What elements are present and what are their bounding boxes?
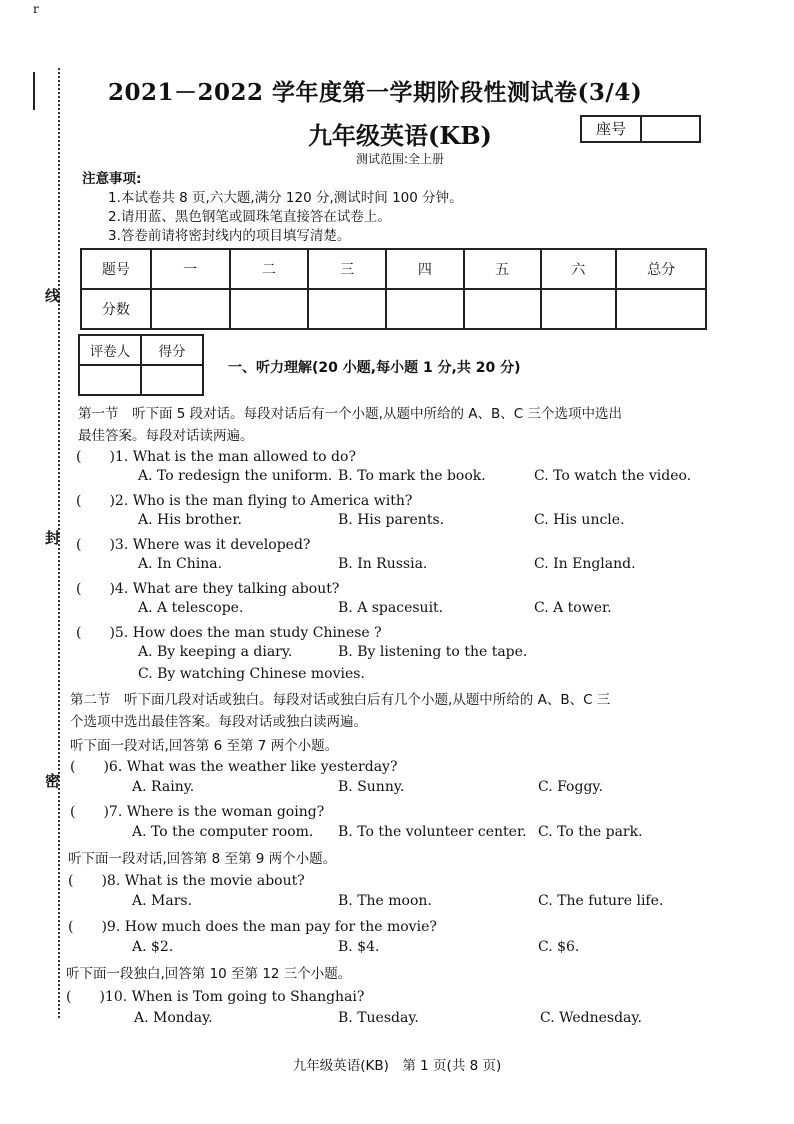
- question-5: ( )5. How does the man study Chinese ?: [76, 625, 382, 641]
- q10-option-a: A. Monday.: [134, 1010, 213, 1026]
- score-cell[interactable]: [464, 289, 541, 329]
- binding-mark: [33, 72, 35, 110]
- group-instruction: 听下面一段对话,回答第 6 至第 7 两个小题。: [70, 738, 339, 754]
- score-cell[interactable]: [616, 289, 706, 329]
- q9-option-a: A. $2.: [132, 939, 174, 955]
- score-header-cell: 六: [541, 249, 617, 289]
- instruction-item: 1.本试卷共 8 页,六大题,满分 120 分,测试时间 100 分钟。: [108, 190, 463, 206]
- question-2: ( )2. Who is the man flying to America with?: [76, 493, 413, 509]
- section1-intro: 第一节 听下面 5 段对话。每段对话后有一个小题,从题中所给的 A、B、C 三个选项中选出: [78, 406, 622, 422]
- question-7: ( )7. Where is the woman going?: [70, 804, 325, 820]
- score-cell[interactable]: [386, 289, 464, 329]
- group-instruction: 听下面一段对话,回答第 8 至第 9 两个小题。: [68, 851, 337, 867]
- q1-option-a: A. To redesign the uniform.: [138, 468, 333, 484]
- q9-option-c: C. $6.: [538, 939, 580, 955]
- score-cell[interactable]: [541, 289, 617, 329]
- score-header-cell: 总分: [616, 249, 706, 289]
- q7-option-c: C. To the park.: [538, 824, 643, 840]
- seat-number-box: [580, 115, 701, 143]
- score-header-cell: 题号: [81, 249, 151, 289]
- question-9: ( )9. How much does the man pay for the movie?: [68, 919, 437, 935]
- q2-option-c: C. His uncle.: [534, 512, 625, 528]
- q6-option-a: A. Rainy.: [132, 779, 195, 795]
- grader-score-cell[interactable]: [141, 365, 203, 395]
- q9-option-b: B. $4.: [338, 939, 380, 955]
- grader-table: [78, 334, 204, 396]
- q7-option-a: A. To the computer room.: [132, 824, 314, 840]
- score-row-label: 分数: [81, 289, 151, 329]
- section2-intro: 个选项中选出最佳答案。每段对话或独白读两遍。: [70, 714, 367, 730]
- score-table-header-row: [81, 249, 706, 289]
- binding-char-xian: 线: [45, 287, 61, 305]
- q7-option-b: B. To the volunteer center.: [338, 824, 527, 840]
- corner-mark: r: [33, 2, 39, 16]
- score-cell[interactable]: [151, 289, 230, 329]
- q1-option-c: C. To watch the video.: [534, 468, 692, 484]
- q4-option-b: B. A spacesuit.: [338, 600, 444, 616]
- section1-intro: 最佳答案。每段对话读两遍。: [78, 428, 254, 444]
- q1-option-b: B. To mark the book.: [338, 468, 486, 484]
- binding-char-feng: 封: [45, 529, 61, 547]
- test-scope: 测试范围:全上册: [355, 152, 445, 166]
- q8-option-a: A. Mars.: [132, 893, 193, 909]
- page-footer: 九年级英语(KB) 第 1 页(共 8 页): [292, 1058, 502, 1074]
- q8-option-c: C. The future life.: [538, 893, 664, 909]
- grader-score-label: 得分: [141, 335, 203, 365]
- q5-option-b: B. By listening to the tape.: [338, 644, 528, 660]
- seat-number-label: 座号: [582, 117, 642, 141]
- exam-subtitle: 九年级英语(KB): [308, 121, 492, 150]
- question-8: ( )8. What is the movie about?: [68, 873, 305, 889]
- binding-char-mi: 密: [45, 772, 61, 790]
- q10-option-c: C. Wednesday.: [540, 1010, 642, 1026]
- instruction-item: 3.答卷前请将密封线内的项目填写清楚。: [108, 228, 351, 244]
- q3-option-b: B. In Russia.: [338, 556, 428, 572]
- score-table: [80, 248, 707, 330]
- score-header-cell: 四: [386, 249, 464, 289]
- instructions: [82, 170, 463, 246]
- score-cell[interactable]: [308, 289, 386, 329]
- question-3: ( )3. Where was it developed?: [76, 537, 311, 553]
- group-instruction: 听下面一段独白,回答第 10 至第 12 三个小题。: [66, 966, 352, 982]
- section2-intro: 第二节 听下面几段对话或独白。每段对话或独白后有几个小题,从题中所给的 A、B、C 三: [70, 692, 611, 708]
- q10-option-b: B. Tuesday.: [338, 1010, 419, 1026]
- score-header-cell: 三: [308, 249, 386, 289]
- q4-option-a: A. A telescope.: [138, 600, 244, 616]
- instructions-heading: 注意事项:: [82, 171, 142, 187]
- exam-title: 2021－2022 学年度第一学期阶段性测试卷(3/4): [108, 79, 643, 106]
- score-header-cell: 二: [230, 249, 309, 289]
- score-cell[interactable]: [230, 289, 309, 329]
- question-6: ( )6. What was the weather like yesterday?: [70, 759, 398, 775]
- q5-option-a: A. By keeping a diary.: [138, 644, 293, 660]
- q2-option-a: A. His brother.: [138, 512, 242, 528]
- question-10: ( )10. When is Tom going to Shanghai?: [66, 989, 365, 1005]
- seat-number-field[interactable]: [642, 117, 699, 141]
- grader-name-cell[interactable]: [79, 365, 141, 395]
- q8-option-b: B. The moon.: [338, 893, 432, 909]
- score-header-cell: 一: [151, 249, 230, 289]
- question-4: ( )4. What are they talking about?: [76, 581, 340, 597]
- part1-heading: 一、听力理解(20 小题,每小题 1 分,共 20 分): [228, 360, 521, 376]
- q6-option-b: B. Sunny.: [338, 779, 405, 795]
- grader-label: 评卷人: [79, 335, 141, 365]
- score-header-cell: 五: [464, 249, 541, 289]
- q5-option-c: C. By watching Chinese movies.: [138, 666, 365, 682]
- score-table-score-row: [81, 289, 706, 329]
- q2-option-b: B. His parents.: [338, 512, 445, 528]
- question-1: ( )1. What is the man allowed to do?: [76, 449, 356, 465]
- q3-option-a: A. In China.: [138, 556, 223, 572]
- q4-option-c: C. A tower.: [534, 600, 612, 616]
- instruction-item: 2.请用蓝、黑色钢笔或圆珠笔直接答在试卷上。: [108, 209, 391, 225]
- q3-option-c: C. In England.: [534, 556, 636, 572]
- q6-option-c: C. Foggy.: [538, 779, 603, 795]
